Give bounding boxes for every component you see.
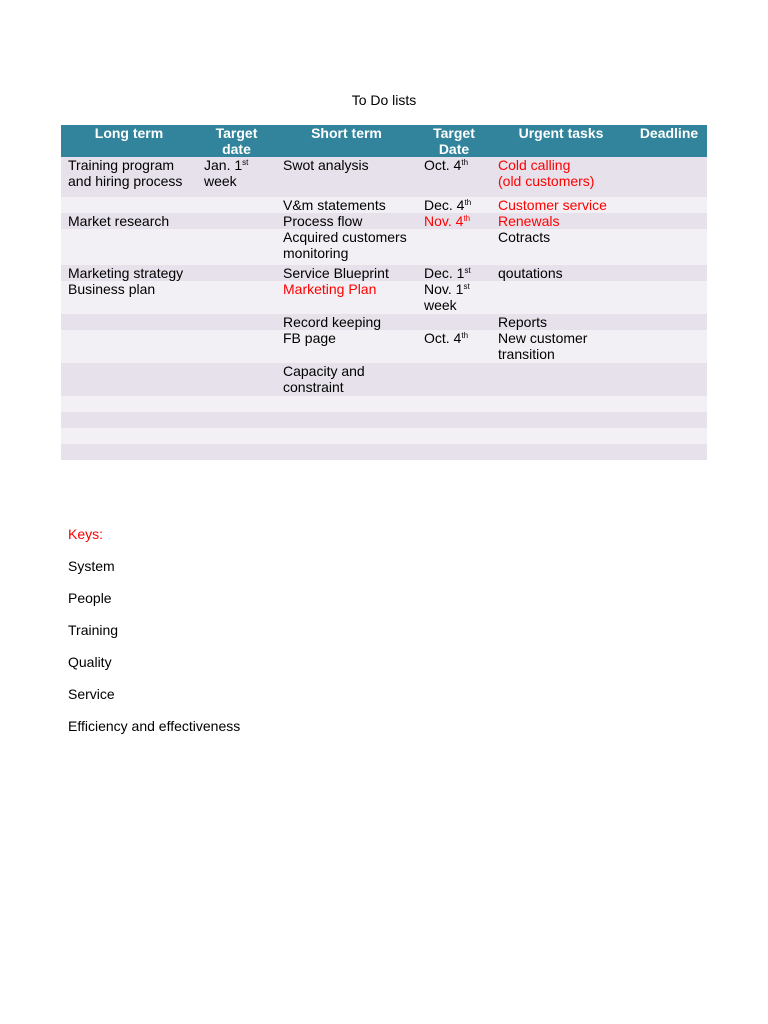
- cell-short-date: Dec. 1st: [417, 265, 491, 281]
- cell-deadline: [631, 281, 707, 314]
- cell-short-term: Record keeping: [276, 314, 417, 330]
- cell-deadline: [631, 157, 707, 197]
- cell-deadline: [631, 197, 707, 213]
- cell-urgent-task: Reports: [491, 314, 631, 330]
- table-row-empty: [61, 412, 707, 428]
- header-urgent-tasks: Urgent tasks: [491, 125, 631, 157]
- cell-target-date: [197, 281, 276, 314]
- cell-urgent-task: Renewals: [491, 213, 631, 229]
- key-item: Efficiency and effectiveness: [68, 718, 241, 734]
- table-row: [61, 265, 707, 281]
- cell-short-term: Acquired customers monitoring: [276, 229, 417, 265]
- cell-urgent-task: [491, 281, 631, 314]
- cell-short-date: Oct. 4th: [417, 157, 491, 197]
- cell-short-term: Swot analysis: [276, 157, 417, 197]
- cell-short-term: Marketing Plan: [276, 281, 417, 314]
- cell-target-date: [197, 363, 276, 396]
- table-row: [61, 314, 707, 330]
- key-item: People: [68, 590, 112, 606]
- keys-section: [68, 525, 240, 749]
- cell-target-date: [197, 213, 276, 229]
- cell-deadline: [631, 314, 707, 330]
- cell-short-term: Capacity and constraint: [276, 363, 417, 396]
- cell-long-term: Training program and hiring process: [61, 157, 197, 197]
- cell-short-date: Dec. 4th: [417, 197, 491, 213]
- key-item: Training: [68, 622, 119, 638]
- table-row: [61, 229, 707, 265]
- header-short-term: Short term: [276, 125, 417, 157]
- cell-target-date: [197, 197, 276, 213]
- table-row: [61, 213, 707, 229]
- cell-short-date: Nov. 4th: [417, 213, 491, 229]
- cell-urgent-task: New customer transition: [491, 330, 631, 363]
- table-row-empty: [61, 444, 707, 460]
- key-item: Service: [68, 686, 115, 702]
- cell-deadline: [631, 229, 707, 265]
- cell-short-date: Nov. 1st week: [417, 281, 491, 314]
- cell-urgent-task: [491, 363, 631, 396]
- keys-title: Keys:: [68, 526, 104, 542]
- cell-urgent-task: Cotracts: [491, 229, 631, 265]
- cell-long-term: Market research: [61, 213, 197, 229]
- cell-deadline: [631, 330, 707, 363]
- cell-target-date: [197, 229, 276, 265]
- table-row-empty: [61, 396, 707, 412]
- table-row: [61, 281, 707, 314]
- cell-target-date: Jan. 1st week: [197, 157, 276, 197]
- cell-short-date: Oct. 4th: [417, 330, 491, 363]
- table-row: [61, 197, 707, 213]
- cell-urgent-task: Cold calling (old customers): [491, 157, 631, 197]
- todo-table: [61, 125, 707, 460]
- cell-long-term: [61, 197, 197, 213]
- cell-deadline: [631, 265, 707, 281]
- cell-short-term: Service Blueprint: [276, 265, 417, 281]
- cell-long-term: Business plan: [61, 281, 197, 314]
- cell-short-term: FB page: [276, 330, 417, 363]
- header-long-term: Long term: [61, 125, 197, 157]
- cell-target-date: [197, 330, 276, 363]
- header-target-date-2: Target Date: [417, 125, 491, 157]
- cell-short-date: [417, 314, 491, 330]
- key-item: System: [68, 558, 115, 574]
- cell-target-date: [197, 265, 276, 281]
- page-title: To Do lists: [351, 92, 417, 108]
- cell-short-date: [417, 363, 491, 396]
- header-deadline: Deadline: [631, 125, 707, 157]
- cell-urgent-task: qoutations: [491, 265, 631, 281]
- cell-deadline: [631, 213, 707, 229]
- cell-deadline: [631, 363, 707, 396]
- cell-long-term: [61, 363, 197, 396]
- cell-long-term: [61, 314, 197, 330]
- cell-short-term: V&m statements: [276, 197, 417, 213]
- key-item: Quality: [68, 654, 112, 670]
- cell-long-term: Marketing strategy: [61, 265, 197, 281]
- cell-long-term: [61, 229, 197, 265]
- cell-long-term: [61, 330, 197, 363]
- cell-short-term: Process flow: [276, 213, 417, 229]
- table-row: [61, 157, 707, 197]
- table-row: [61, 330, 707, 363]
- cell-short-date: [417, 229, 491, 265]
- table-header-row: [61, 125, 707, 157]
- table-row-empty: [61, 428, 707, 444]
- cell-target-date: [197, 314, 276, 330]
- table-row: [61, 363, 707, 396]
- cell-urgent-task: Customer service: [491, 197, 631, 213]
- header-target-date: Target date: [197, 125, 276, 157]
